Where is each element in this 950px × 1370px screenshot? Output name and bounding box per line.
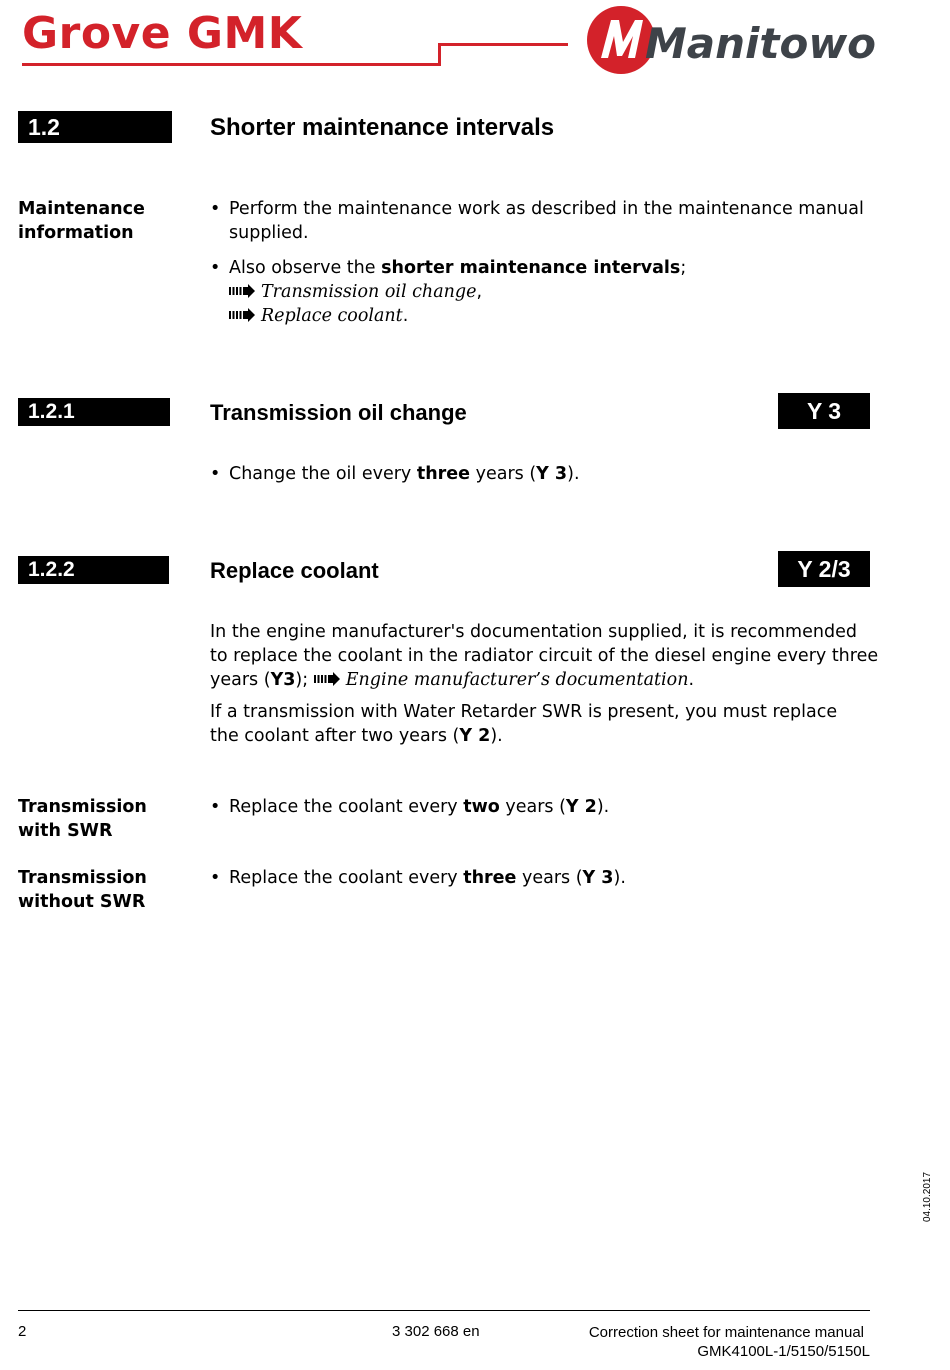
- section-number: 1.2.1: [18, 398, 170, 426]
- cross-reference[interactable]: Replace coolant: [261, 306, 403, 326]
- reference-arrow-icon: [229, 284, 255, 298]
- side-label: Transmission without SWR: [18, 868, 147, 912]
- header-rule-step: [438, 43, 441, 66]
- footer-title: Correction sheet for maintenance manual GMK4100L-1/5150/5150L: [588, 1324, 870, 1360]
- brand-title: Grove GMK: [22, 8, 303, 59]
- reference-arrow-icon: [314, 672, 340, 686]
- interval-tag: Y 2/3: [778, 551, 870, 587]
- side-label: Transmission with SWR: [18, 797, 147, 841]
- paragraph: If a transmission with Water Retarder SWR is present, you must replace the coolant after two years (Y 2).: [210, 702, 838, 746]
- revision-date: 04.10.2017: [922, 1171, 933, 1223]
- section-number: 1.2.2: [18, 556, 169, 584]
- header-rule-upper: [438, 43, 568, 46]
- footer-rule: [18, 1310, 870, 1311]
- interval-tag: Y 3: [778, 393, 870, 429]
- section-title: Replace coolant: [210, 558, 379, 583]
- logo-text: Manitowoc: [645, 19, 877, 68]
- document-number: 3 302 668 en: [392, 1323, 480, 1340]
- section-title: Shorter maintenance intervals: [210, 114, 555, 141]
- section-number: 1.2: [18, 111, 172, 143]
- cross-reference[interactable]: Engine manufacturer’s documentation: [345, 670, 689, 690]
- cross-reference[interactable]: Transmission oil change: [261, 282, 477, 302]
- manitowoc-logo: [585, 4, 877, 76]
- header-rule: [22, 63, 440, 66]
- section-title: Transmission oil change: [210, 400, 467, 425]
- side-label: Maintenance information: [18, 199, 145, 243]
- page-number: 2: [18, 1323, 27, 1340]
- reference-arrow-icon: [229, 308, 255, 322]
- paragraph: In the engine manufacturer's documentation supplied, it is recommended to replace the coolant in the radiator circuit of the diesel engine every three years (Y3); Engine manufacturer’s documentation.: [210, 622, 879, 690]
